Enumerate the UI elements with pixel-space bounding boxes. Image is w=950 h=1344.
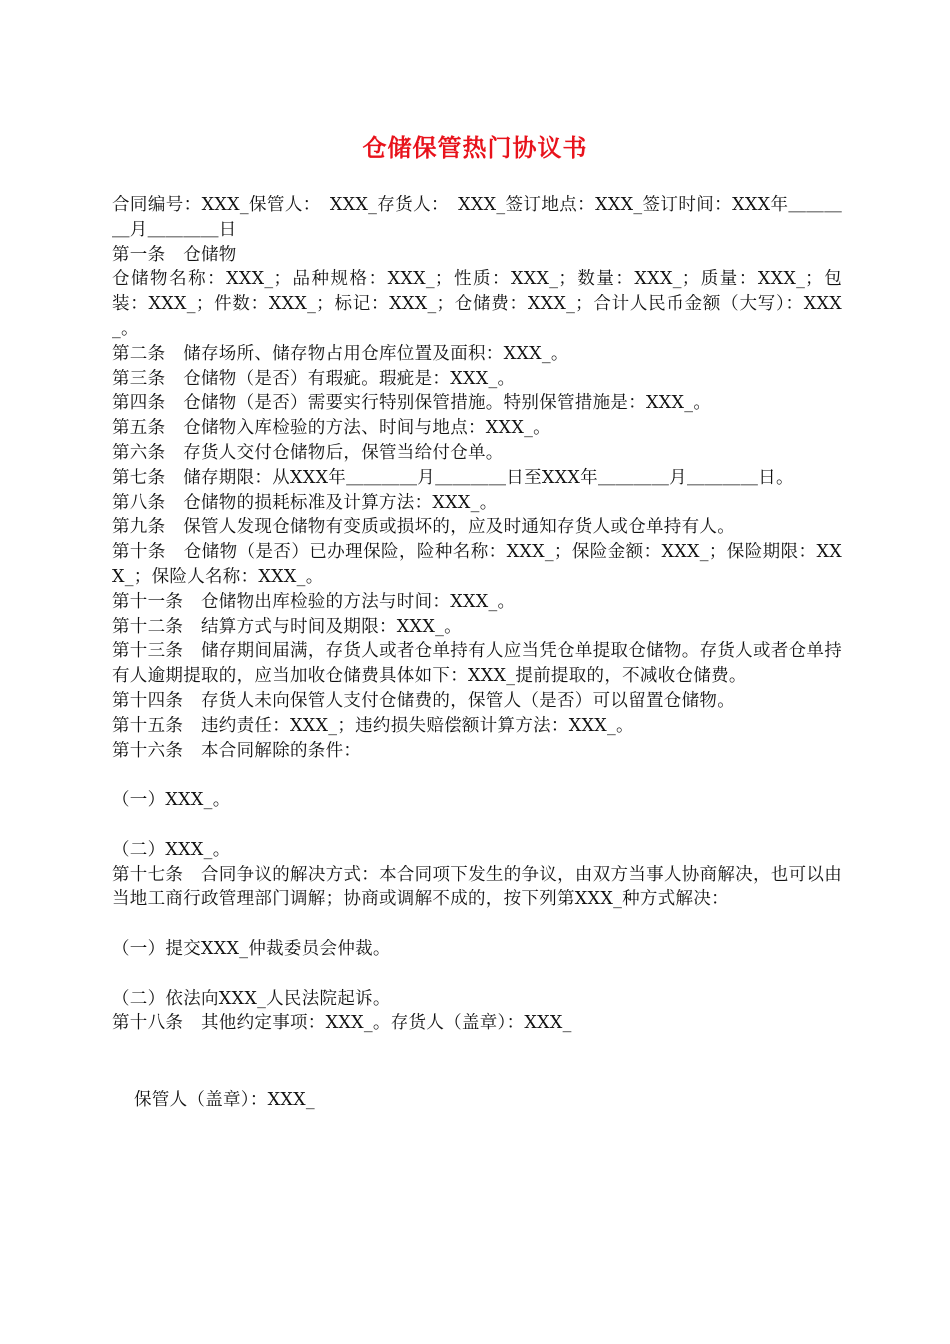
article-17-item-1: （一）提交XXX_仲裁委员会仲裁。 xyxy=(112,938,391,959)
article-17: 第十七条 合同争议的解决方式：本合同项下发生的争议，由双方当事人协商解决，也可以由当地工商行政管理部门调解；协商或调解不成的，按下列第XXX_种方式解决： xyxy=(112,864,842,910)
article-10: 第十条 仓储物（是否）已办理保险，险种名称：XXX_；保险金额：XXX_；保险期限：XXX_；保险人名称：XXX_。 xyxy=(112,542,842,587)
spacer xyxy=(112,962,842,987)
article-6: 第六条 存货人交付仓储物后，保管当给付仓单。 xyxy=(112,442,504,463)
article-16: 第十六条 本合同解除的条件： xyxy=(112,740,362,761)
article-14: 第十四条 存货人未向保管人支付仓储费的，保管人（是否）可以留置仓储物。 xyxy=(112,690,735,711)
article-4: 第四条 仓储物（是否）需要实行特别保管措施。特别保管措施是：XXX_。 xyxy=(112,393,712,414)
article-1-body: 仓储物名称：XXX_；品种规格：XXX_；性质：XXX_；数量：XXX_；质量：XXX_；包装：XXX_；件数：XXX_；标记：XXX_；仓储费：XXX_；合计人民币金额（大写）：XXX_。 xyxy=(112,269,842,339)
article-16-item-1: （一）XXX_。 xyxy=(112,790,231,811)
article-12: 第十二条 结算方式与时间及期限：XXX_。 xyxy=(112,616,462,637)
article-7: 第七条 储存期限：从XXX年＿＿＿＿月＿＿＿＿日至XXX年＿＿＿＿月＿＿＿＿日。 xyxy=(112,467,794,488)
article-2: 第二条 储存场所、储存物占用仓库位置及面积：XXX_。 xyxy=(112,343,569,364)
article-16-item-2: （二）XXX_。 xyxy=(112,839,231,860)
contract-header-line: 合同编号：XXX_保管人： XXX_存货人： XXX_签订地点：XXX_签订时间：XXX年＿＿＿＿月＿＿＿＿日 xyxy=(112,195,842,240)
spacer xyxy=(112,763,842,788)
spacer xyxy=(112,813,842,838)
document-title: 仓储保管热门协议书 xyxy=(362,134,588,162)
article-1-heading: 第一条 仓储物 xyxy=(112,244,237,265)
article-5: 第五条 仓储物入库检验的方法、时间与地点：XXX_。 xyxy=(112,418,551,439)
custodian-signature-line: 保管人（盖章）：XXX_ xyxy=(134,1090,315,1111)
article-15: 第十五条 违约责任：XXX_；违约损失赔偿额计算方法：XXX_。 xyxy=(112,715,634,736)
article-8: 第八条 仓储物的损耗标准及计算方法：XXX_。 xyxy=(112,492,498,513)
article-17-item-2: （二）依法向XXX_人民法院起诉。 xyxy=(112,988,391,1009)
article-9: 第九条 保管人发现仓储物有变质或损坏的，应及时通知存货人或仓单持有人。 xyxy=(112,517,735,538)
spacer xyxy=(112,912,842,937)
article-13: 第十三条 储存期间届满，存货人或者仓单持有人应当凭仓单提取仓储物。存货人或者仓单持有人逾期提取的，应当加收仓储费具体如下：XXX_提前提取的，不减收仓储费。 xyxy=(112,641,842,687)
article-11: 第十一条 仓储物出库检验的方法与时间：XXX_。 xyxy=(112,591,516,612)
document-body xyxy=(112,193,842,1113)
article-18: 第十八条 其他约定事项：XXX_。存货人（盖章）：XXX_ xyxy=(112,1013,572,1034)
spacer xyxy=(112,1036,842,1088)
article-3: 第三条 仓储物（是否）有瑕疵。瑕疵是：XXX_。 xyxy=(112,368,516,389)
